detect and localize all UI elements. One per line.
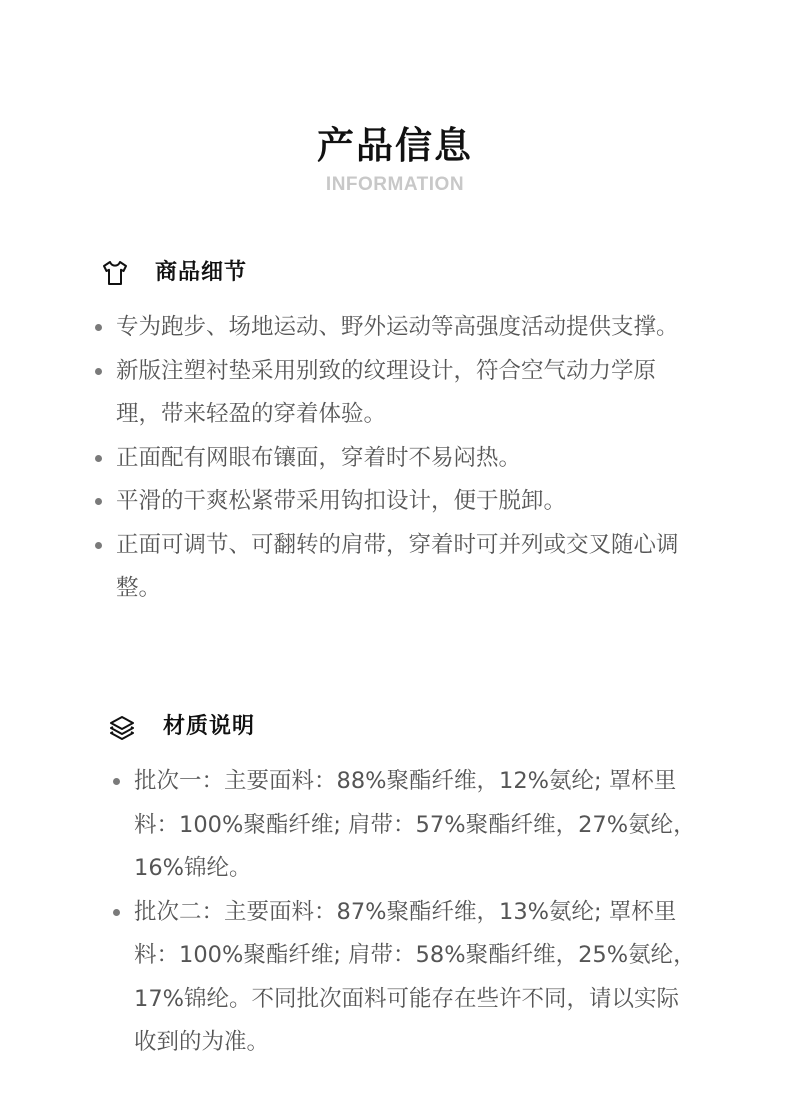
bullet-icon [113, 909, 120, 916]
section-heading-row [0, 712, 790, 744]
material-list [134, 760, 696, 1065]
list-item: 平滑的干爽松紧带采用钩扣设计，便于脱卸。 [116, 480, 698, 524]
section-heading-row [0, 258, 790, 290]
details-list [116, 306, 698, 611]
list-item: 新版注塑衬垫采用别致的纹理设计，符合空气动力学原理，带来轻盈的穿着体验。 [116, 350, 698, 437]
list-item: 正面可调节、可翻转的肩带，穿着时可并列或交叉随心调整。 [116, 524, 698, 611]
section-product-details [0, 258, 790, 601]
list-item: 专为跑步、场地运动、野外运动等高强度活动提供支撑。 [116, 306, 698, 350]
list-item: 批次二：主要面料：87%聚酯纤维，13%氨纶; 罩杯里料：100%聚酯纤维; 肩带：58%聚酯纤维，25%氨纶，17%锦纶。不同批次面料可能存在些许不同，请以实际收到的为准。 [134, 891, 696, 1065]
bullet-icon [95, 542, 102, 549]
tshirt-icon [100, 258, 130, 288]
page-title: 产品信息 [317, 124, 473, 167]
list-item: 批次一：主要面料：88%聚酯纤维，12%氨纶; 罩杯里料：100%聚酯纤维; 肩带：57%聚酯纤维，27%氨纶，16%锦纶。 [134, 760, 696, 891]
bullet-icon [113, 778, 120, 785]
bullet-icon [95, 368, 102, 375]
page-header [0, 122, 790, 196]
page-subtitle: INFORMATION [325, 174, 465, 195]
section-material [0, 712, 790, 1055]
layers-icon [107, 712, 137, 742]
section-heading: 商品细节 [155, 260, 248, 285]
bullet-icon [95, 455, 102, 462]
list-item: 正面配有网眼布镶面，穿着时不易闷热。 [116, 437, 698, 481]
bullet-icon [95, 324, 102, 331]
section-heading: 材质说明 [163, 714, 256, 739]
bullet-icon [95, 498, 102, 505]
